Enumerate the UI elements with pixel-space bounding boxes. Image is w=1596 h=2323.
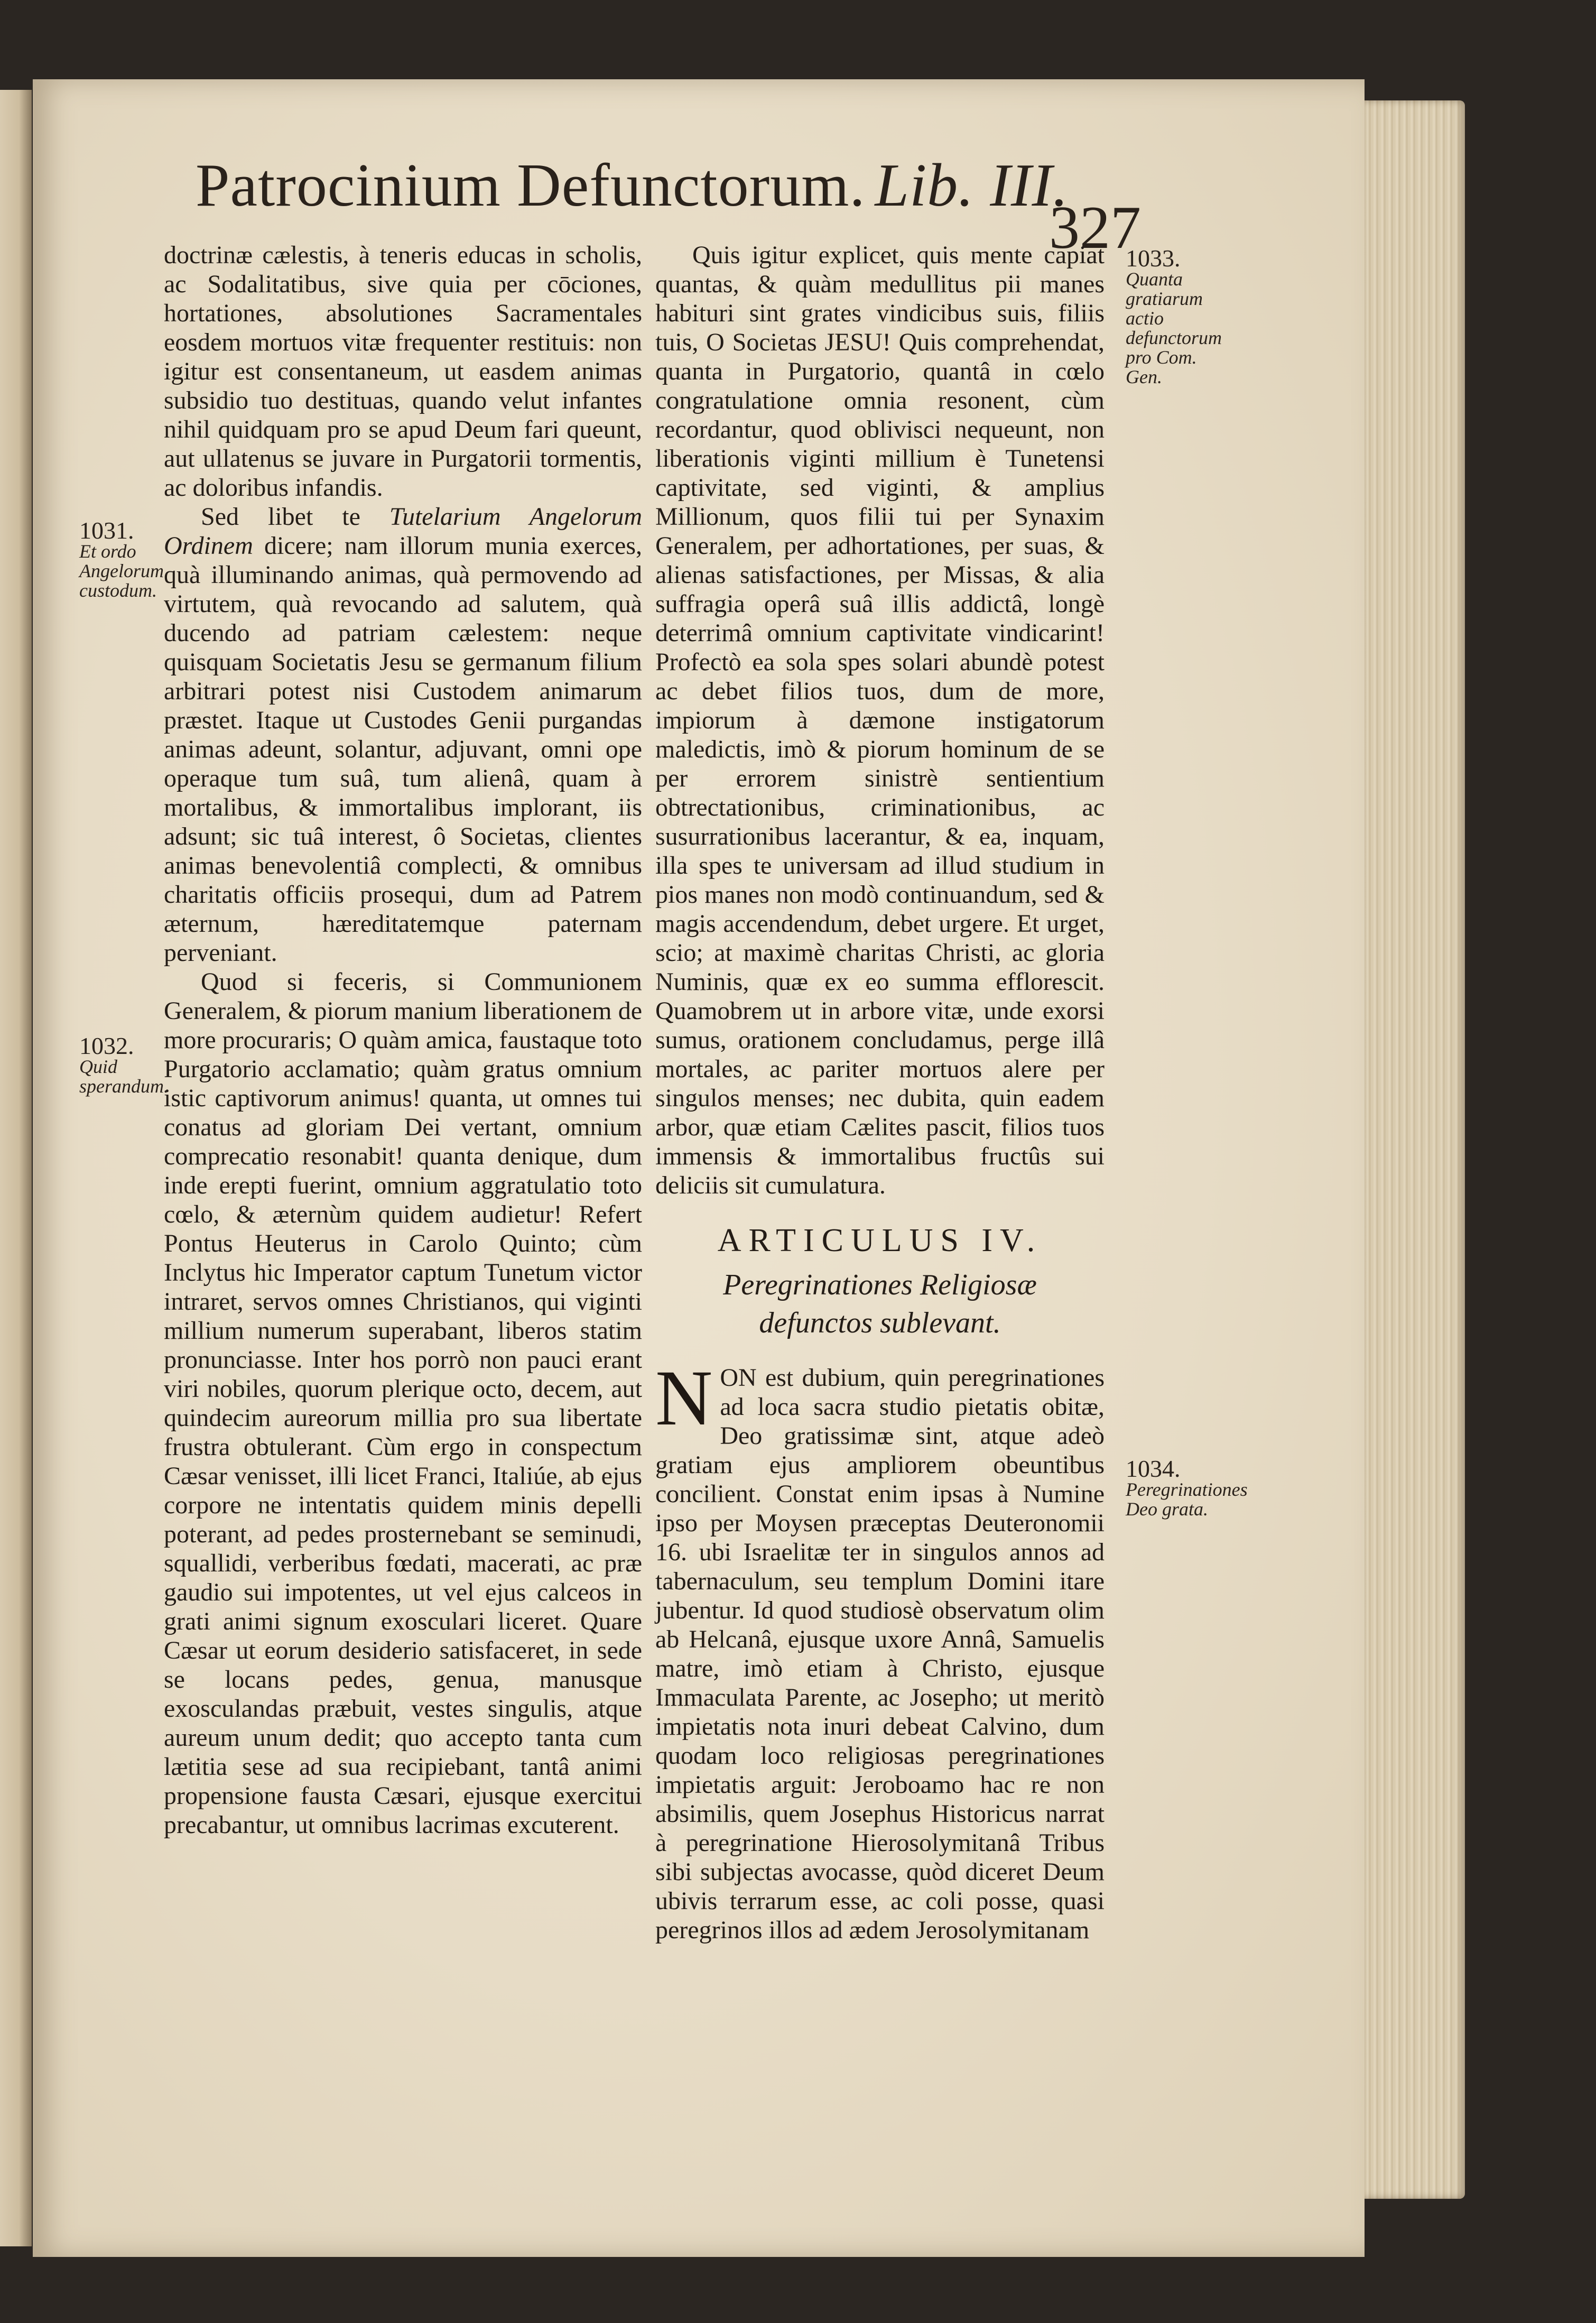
margin-note-1032 [79, 1032, 169, 1097]
article-text: ON est dubium, quin peregrinationes ad loca sacra studio pietatis obitæ, Deo gratissimæ sint, atque adeò gratiam ejus ampliorem obeuntibus concilient. Constat enim ipsas à Numine ipso per Moysen præceptas Deuteronomii 16. ubi Israelitæ ter in singulos annos ad tabernaculum, seu templum Domini itare jubentur. Id quod studiosè observatum olim ab Helcanâ, ejusque uxore Annâ, Samuelis matre, imò etiam à Christo, ejusque Immaculata Parente, ac Josepho; ut meritò impietatis nota inuri debeat Calvino, dum quodam loco religiosas peregrinationes impietatis arguit: Jeroboamo hac re non absimilis, quem Josephus Historicus narrat à peregrinatione Hierosolymitanâ Tribus sibi subjectas avocasse, quòd diceret Deum ubivis terrarum esse, ac coli posse, quasi peregrinos illos ad ædem Jerosolymitanam [655, 1364, 1105, 1944]
article-subtitle: Peregrinationes Religiosæ defunctos sublevant. [723, 1269, 1037, 1339]
left-paragraph-3: Quod si feceris, si Communionem Generalem, & piorum manium liberationem de more procuraris; O quàm amica, faustaque toto Purgatorio acclamatio; quàm gratus omnium istic captivorum animus! quanta, ut omnes tui conatus ad gloriam Dei vertant, omnium comprecatio resonabit! quanta denique, dum inde erepti fuerint, omnium aggratulatio toto cœlo, & æternùm quidem audietur! Refert Pontus Heuterus in Carolo Quinto; cùm Inclytus hic Imperator captum Tunetum victor intraret, servos omnes Christianos, qui viginti millium numerum superabant, liberos statim pronunciasse. Inter hos porrò non pauci erant viri nobiles, quorum plerique octo, decem, aut quindecim aureorum millia pro sua libertate frustra obtulerant. Cùm ergo in conspectum Cæsar venisset, illi licet Franci, Italiúe, ab ejus corpore ne intentatis quidem minis depelli poterant, ad pedes prosternebant se seminudi, squallidi, verberibus fœdati, macerati, ac præ gaudio sui impotentes, ut vel ejus calceos in grati animi signum exosculari liceret. Quare Cæsar ut eorum desiderio satisfaceret, in sede se locans pedes, genua, manusque exosculandas præbuit, vestes singulis, atque aureum unum dedit; quo accepto tanta cum lætitia sese ad sua recipiebant, tantâ animi propensione fausta Cæsari, ejusque exercitui precabantur, ut omnibus lacrimas excuterent. [164, 968, 643, 1839]
left-paragraph-2: Sed libet te Tutelarium Angelorum Ordinem dicere; nam illorum munia exerces, quà illuminando animas, quà permovendo ad virtutem, quà revocando ad salutem, quà ducendo ad patriam cælestem: neque quisquam Societatis Jesu se germanum filium arbitrari potest nisi Custodem animarum præstet. Itaque ut Custodes Genii purgandas animas adeunt, solantur, adjuvant, omni ope operaque tum suâ, tum alienâ, quam à mortalibus, & immortalibus implorant, iis adsunt; sic tuâ interest, ô Societas, clientes animas benevolentiâ complecti, & omnibus charitatis officiis prosequi, dum ad Patrem æternum, hæreditatemque paternam perveniant. [164, 503, 643, 967]
margin-note-1034 [1126, 1455, 1248, 1520]
margin-note-number: 1033. [1126, 245, 1181, 272]
right-paragraph-1: Quis igitur explicet, quis mente capiat quantas, & quàm medullitus pii manes habituri sint grates vindicibus suis, filiis tuis, O Societas JESU! Quis comprehendat, quanta in Purgatorio, quantâ in cœlo congratulatione omnia resonent, cùm recordantur, quod oblivisci nequeunt, non liberationis viginti millium è Tunetensi captivitate, sed viginti, & amplius Millionum, quos filii tui per Synaxim Generalem, per adhortationes, per suas, & alienas satisfactiones, per Missas, & alia suffragia operâ suâ illis addictâ, longè deterrimâ omnium captivitate vindicarint! Profectò ea sola spes solari abundè potest ac debet filios tuos, dum de more, impiorum à dæmone instigatorum maledictis, imò & piorum hominum de se per errorem sinistrè sentientium obtrectationibus, criminationibus, ac susurrationibus lacerantur, & ea, inquam, illa spes te universam ad illud studium in pios manes non modò continuandum, sed & magis accendendum, debet urgere. Et urget, scio; at maximè charitas Christi, ac gloria Numinis, quæ ex eo summa efflorescit. Quamobrem ut in arbore vitæ, unde exorsi sumus, orationem concludamus, perge illâ mortales, ac pariter mortuos alere per singulos menses; nec dubita, quin eadem arbor, quæ etiam Cælites pascit, filios tuos immensis & immortalibus fructûs sui deliciis sit cumulatura. [655, 241, 1105, 1199]
margin-note-1033 [1126, 245, 1222, 387]
margin-note-number: 1032. [79, 1032, 134, 1059]
margin-note-text: Quanta gratiarum actio defunctorum pro Com. Gen. [1126, 269, 1222, 387]
italic-phrase: Ordinem [164, 532, 253, 560]
italic-phrase: Tutelarium Angelorum [389, 503, 643, 531]
margin-note-number: 1031. [79, 517, 134, 544]
page-stack-edges [1365, 100, 1465, 2199]
previous-page-edge [0, 90, 32, 2246]
article-heading: ARTICULUS IV. [717, 1223, 1043, 1258]
margin-note-number: 1034. [1126, 1455, 1181, 1482]
margin-note-text: Peregrinationes Deo grata. [1126, 1479, 1248, 1520]
left-column [164, 240, 642, 1839]
drop-cap-letter: N [655, 1354, 713, 1442]
page-number: 327 [1049, 194, 1141, 262]
margin-note-text: Et ordo Angelorum custodum. [79, 541, 164, 601]
margin-note-text: Quid sperandum. [79, 1056, 169, 1097]
running-head-title: Patrocinium Defunctorum. [196, 152, 866, 219]
running-head [196, 151, 1147, 240]
left-paragraph-1: doctrinæ cælestis, à teneris educas in scholis, ac Sodalitatibus, sive quia per cōciones, hortationes, absolutiones Sacramentales eosdem mortuos vitæ frequenter restituis: non igitur est consentaneum, ut easdem animas subsidio tuo destituas, quando velut infantes nihil quidquam pro se apud Deum fari queunt, aut ullatenus se juvare in Purgatorii tormentis, ac doloribus infandis. [164, 241, 642, 502]
running-head-book: Lib. III. [875, 152, 1069, 219]
article-paragraph [655, 1354, 1105, 1945]
right-column [655, 240, 1105, 1945]
margin-note-1031 [79, 517, 164, 601]
